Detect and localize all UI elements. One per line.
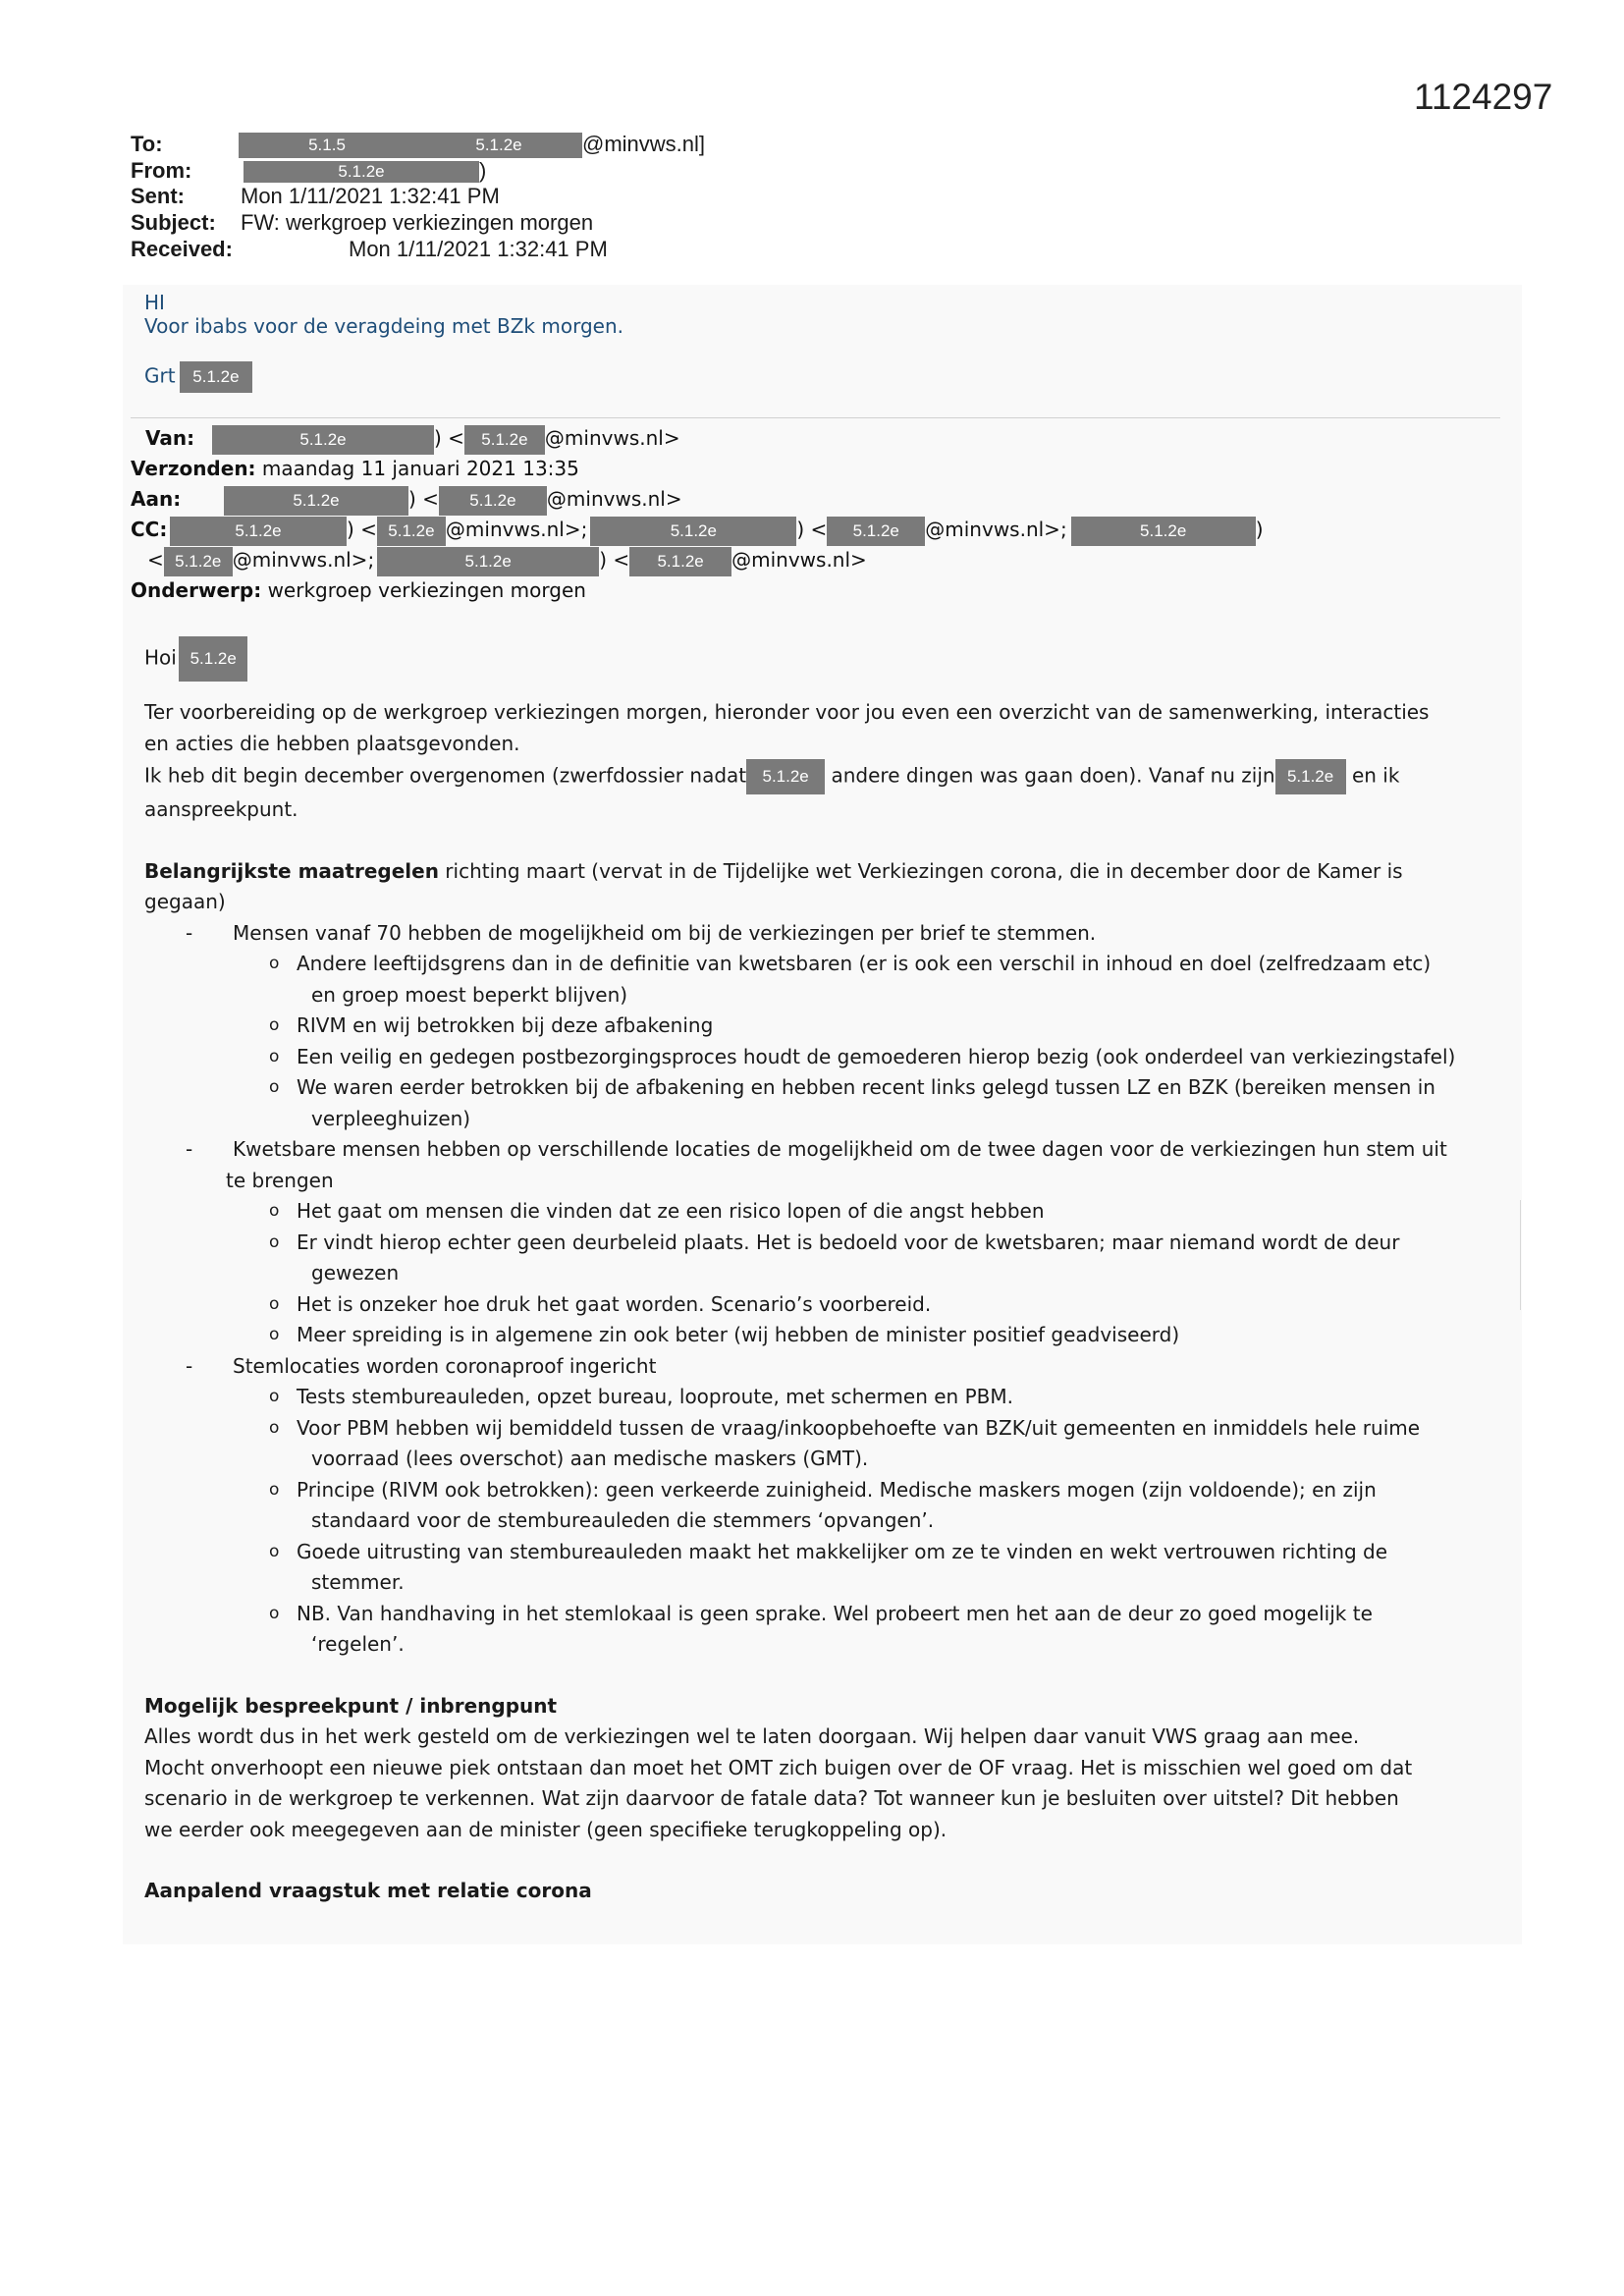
list-item-continuation: gewezen xyxy=(311,1261,400,1285)
list-item-text: Principe (RIVM ook betrokken): geen verkeerde zuinigheid. Medische maskers mogen (zijn voldoende); en zijn xyxy=(297,1477,1377,1502)
list-item-continuation: standaard voor de stembureauleden die stemmers ‘opvangen’. xyxy=(311,1508,935,1532)
sent-label: Sent: xyxy=(131,184,185,208)
list-item xyxy=(144,1289,1494,1321)
p2-text-b: andere dingen was gaan doen). Vanaf nu zijn xyxy=(831,763,1275,788)
onderwerp-value: werkgroep verkiezingen morgen xyxy=(267,578,586,602)
to-label: To: xyxy=(131,132,163,156)
circle-bullet-icon: o xyxy=(269,1325,280,1344)
header-subject-row xyxy=(131,209,593,236)
list-item xyxy=(144,1382,1494,1413)
to-tail: @minvws.nl] xyxy=(582,132,706,156)
section-2-line: Mocht onverhoopt een nieuwe piek ontstaan dan moet het OMT zich buigen over de OF vraag. Het is misschien wel goed om dat xyxy=(144,1755,1413,1779)
list-item-text: Tests stembureauleden, opzet bureau, looproute, met schermen en PBM. xyxy=(297,1385,1013,1408)
list-item xyxy=(144,1351,1494,1383)
list-item-text: Een veilig en gedegen postbezorgingsproces houdt de gemoederen hierop bezig (ook onderdeel van verkiezingstafel) xyxy=(297,1044,1456,1068)
list-item xyxy=(144,1228,1494,1259)
circle-bullet-icon: o xyxy=(269,1603,280,1623)
redaction-box: 5.1.2e xyxy=(179,636,247,682)
cc-tail-1: @minvws.nl>; xyxy=(445,518,588,541)
list-item xyxy=(144,1072,1494,1104)
section-2-line: scenario in de werkgroep te verkennen. Wat zijn daarvoor de fatale data? Tot wanneer kun je besluiten over uitstel? Dit hebben xyxy=(144,1786,1399,1810)
body-paragraph-1-line-1: Ter voorbereiding op de werkgroep verkiezingen morgen, hieronder voor jou even een overzicht van de samenwerking, interacties xyxy=(144,700,1430,724)
cc2-sep-1: ) < xyxy=(599,548,630,572)
circle-bullet-icon: o xyxy=(269,1201,280,1221)
received-label: Received: xyxy=(131,237,233,261)
redaction-box: 5.1.2e xyxy=(180,361,252,393)
list-item-continuation: te brengen xyxy=(226,1168,334,1192)
greeting-line xyxy=(144,636,1494,682)
section-2-line: we eerder ook meegegeven aan de minister (geen specifieke terugkoppeling op). xyxy=(144,1817,947,1841)
redaction-box: 5.1.2e xyxy=(170,517,347,546)
header-from-row xyxy=(131,157,486,184)
grt-text: Grt xyxy=(144,363,176,388)
cc-sep-1: ) < xyxy=(347,518,377,541)
cc-sep-3: ) xyxy=(1255,518,1264,541)
forward-cc-row-2 xyxy=(131,545,867,576)
list-item-continuation: en groep moest beperkt blijven) xyxy=(311,982,628,1007)
forward-onderwerp-row xyxy=(131,575,586,606)
subject-value: FW: werkgroep verkiezingen morgen xyxy=(241,210,594,235)
redaction-box: 5.1.2e xyxy=(827,517,925,546)
list-item-text: Goede uitrusting van stembureauleden maakt het makkelijker om ze te vinden en wekt vertrouwen richting de xyxy=(297,1539,1388,1563)
circle-bullet-icon: o xyxy=(269,1479,280,1500)
from-label: From: xyxy=(131,158,192,183)
verzonden-label: Verzonden: xyxy=(131,457,256,480)
verzonden-value: maandag 11 januari 2021 13:35 xyxy=(261,457,579,480)
list-item-text: We waren eerder betrokken bij de afbakening en hebben recent links gelegd tussen LZ en BZK (bereiken mensen in xyxy=(297,1075,1435,1099)
circle-bullet-icon: o xyxy=(269,954,280,973)
redaction-box: 5.1.2e xyxy=(415,133,582,158)
section-3-heading xyxy=(144,1876,1494,1907)
received-value: Mon 1/11/2021 1:32:41 PM xyxy=(349,237,608,261)
section-2-line: Alles wordt dus in het werk gesteld om de verkiezingen wel te laten doorgaan. Wij helpen daar vanuit VWS graag aan mee. xyxy=(144,1724,1360,1748)
redaction-box: 5.1.2e xyxy=(439,486,547,516)
header-sent-row xyxy=(131,183,500,209)
aan-tail: @minvws.nl> xyxy=(546,487,682,511)
circle-bullet-icon: o xyxy=(269,1417,280,1438)
list-item-continuation: verpleeghuizen) xyxy=(311,1106,471,1130)
cc2-tail-2: @minvws.nl> xyxy=(731,548,867,572)
section-2-title: Mogelijk bespreekpunt / inbrengpunt xyxy=(144,1693,558,1718)
body-paragraph-2-line-2: aanspreekpunt. xyxy=(144,797,298,821)
cc-label: CC: xyxy=(131,518,168,541)
cc-sep-2: ) < xyxy=(796,518,828,541)
section-2-heading xyxy=(144,1691,1494,1722)
redaction-box: 5.1.2e xyxy=(212,425,434,455)
margin-rule xyxy=(1520,1200,1521,1310)
aan-sep: ) < xyxy=(408,487,439,511)
forward-verzonden-row xyxy=(131,454,579,484)
list-item-text: NB. Van handhaving in het stemlokaal is geen sprake. Wel probeert men het aan de deur zo goed mogelijk te xyxy=(297,1601,1373,1625)
van-sep: ) < xyxy=(434,426,464,450)
p2-text-a: Ik heb dit begin december overgenomen (zwerfdossier nadat xyxy=(144,763,747,788)
redaction-box: 5.1.2e xyxy=(464,425,545,455)
redaction-box: 5.1.2e xyxy=(1071,517,1256,546)
list-item xyxy=(144,1537,1494,1568)
separator-line xyxy=(131,417,1500,418)
dash-bullet: - xyxy=(186,920,193,945)
redaction-box: 5.1.2e xyxy=(629,547,731,576)
header-to-row xyxy=(131,131,705,158)
circle-bullet-icon: o xyxy=(269,1077,280,1097)
p2-text-c: en ik xyxy=(1351,763,1400,788)
circle-bullet-icon: o xyxy=(269,1293,280,1314)
list-item xyxy=(144,949,1494,980)
list-item-text: Kwetsbare mensen hebben op verschillende locaties de mogelijkheid om de twee dagen voor de verkiezingen hun stem uit xyxy=(233,1137,1447,1161)
header-received-row xyxy=(131,236,608,262)
section-1-heading-line xyxy=(144,856,1494,888)
list-item xyxy=(144,1320,1494,1351)
redaction-box: 5.1.5 xyxy=(239,133,415,158)
forward-van-row xyxy=(131,423,680,455)
message-body xyxy=(144,697,1494,1907)
cc-tail-2: @minvws.nl>; xyxy=(925,518,1067,541)
forward-aan-row xyxy=(131,484,682,516)
circle-bullet-icon: o xyxy=(269,1231,280,1252)
list-item-text: Het is onzeker hoe druk het gaat worden. Scenario’s voorbereid. xyxy=(297,1291,932,1316)
redaction-box: 5.1.2e xyxy=(244,161,479,183)
section-1-bold: Belangrijkste maatregelen xyxy=(144,858,439,883)
list-item-continuation: ‘regelen’. xyxy=(311,1632,405,1656)
list-item xyxy=(144,1011,1494,1042)
circle-bullet-icon: o xyxy=(269,1541,280,1561)
list-item-text: Voor PBM hebben wij bemiddeld tussen de vraag/inkoopbehoefte van BZK/uit gemeenten en inmiddels hele ruime xyxy=(297,1415,1421,1440)
dash-bullet: - xyxy=(186,1353,193,1378)
onderwerp-label: Onderwerp: xyxy=(131,578,262,602)
van-tail: @minvws.nl> xyxy=(544,426,680,450)
redaction-box: 5.1.2e xyxy=(746,759,825,794)
circle-bullet-icon: o xyxy=(269,1015,280,1035)
list-item-text: Mensen vanaf 70 hebben de mogelijkheid om bij de verkiezingen per brief te stemmen. xyxy=(233,920,1097,945)
list-item xyxy=(144,1042,1494,1073)
body-paragraph-1-line-2: en acties die hebben plaatsgevonden. xyxy=(144,731,520,755)
list-item xyxy=(144,1196,1494,1228)
list-item-text: Meer spreiding is in algemene zin ook beter (wij hebben de minister positief geadviseerd) xyxy=(297,1323,1180,1346)
cc2-tail-1: @minvws.nl>; xyxy=(232,548,375,572)
from-tail: ) xyxy=(479,158,487,183)
list-item xyxy=(144,918,1494,950)
list-item xyxy=(144,1599,1494,1630)
list-item-continuation: voorraad (lees overschot) aan medische maskers (GMT). xyxy=(311,1447,869,1470)
circle-bullet-icon: o xyxy=(269,1046,280,1066)
list-item-text: RIVM en wij betrokken bij deze afbakening xyxy=(297,1013,714,1037)
redaction-box: 5.1.2e xyxy=(590,517,796,546)
list-item-continuation: stemmer. xyxy=(311,1570,405,1594)
greeting-text: Hoi xyxy=(144,645,177,670)
redaction-box: 5.1.2e xyxy=(377,517,446,546)
intro-sign-off xyxy=(144,361,252,393)
list-item xyxy=(144,1475,1494,1506)
forward-cc-row xyxy=(131,515,1264,546)
list-item-text: Stemlocaties worden coronaproof ingericht xyxy=(233,1353,657,1378)
redaction-box: 5.1.2e xyxy=(164,547,233,576)
section-1-rest: richting maart (vervat in de Tijdelijke wet Verkiezingen corona, die in december door de Kamer is xyxy=(438,858,1403,883)
list-item-text: Er vindt hierop echter geen deurbeleid plaats. Het is bedoeld voor de kwetsbaren; maar niemand wordt de deur xyxy=(297,1230,1400,1254)
list-item xyxy=(144,1413,1494,1445)
dash-bullet: - xyxy=(186,1137,193,1161)
section-1-heading-line-2: gegaan) xyxy=(144,890,226,913)
redaction-box: 5.1.2e xyxy=(224,486,408,516)
subject-label: Subject: xyxy=(131,210,216,235)
document-number: 1124297 xyxy=(1414,77,1553,117)
redaction-box: 5.1.2e xyxy=(1275,759,1346,794)
sent-value: Mon 1/11/2021 1:32:41 PM xyxy=(241,184,500,208)
circle-bullet-icon: o xyxy=(269,1387,280,1406)
body-paragraph-2-line-1 xyxy=(144,759,1494,794)
list-item-text: Andere leeftijdsgrens dan in de definitie van kwetsbaren (er is ook een verschil in inhoud en doel (zelfredzaam etc) xyxy=(297,952,1432,975)
list-item xyxy=(144,1134,1494,1166)
section-3-title: Aanpalend vraagstuk met relatie corona xyxy=(144,1879,592,1902)
intro-line-1: HI xyxy=(144,291,165,314)
aan-label: Aan: xyxy=(131,487,182,511)
van-label: Van: xyxy=(145,426,195,450)
intro-line-2: Voor ibabs voor de veragdeing met BZk morgen. xyxy=(144,314,623,338)
cc2-lt: < xyxy=(147,548,164,572)
list-item-text: Het gaat om mensen die vinden dat ze een risico lopen of die angst hebben xyxy=(297,1199,1045,1223)
redaction-box: 5.1.2e xyxy=(377,547,599,576)
